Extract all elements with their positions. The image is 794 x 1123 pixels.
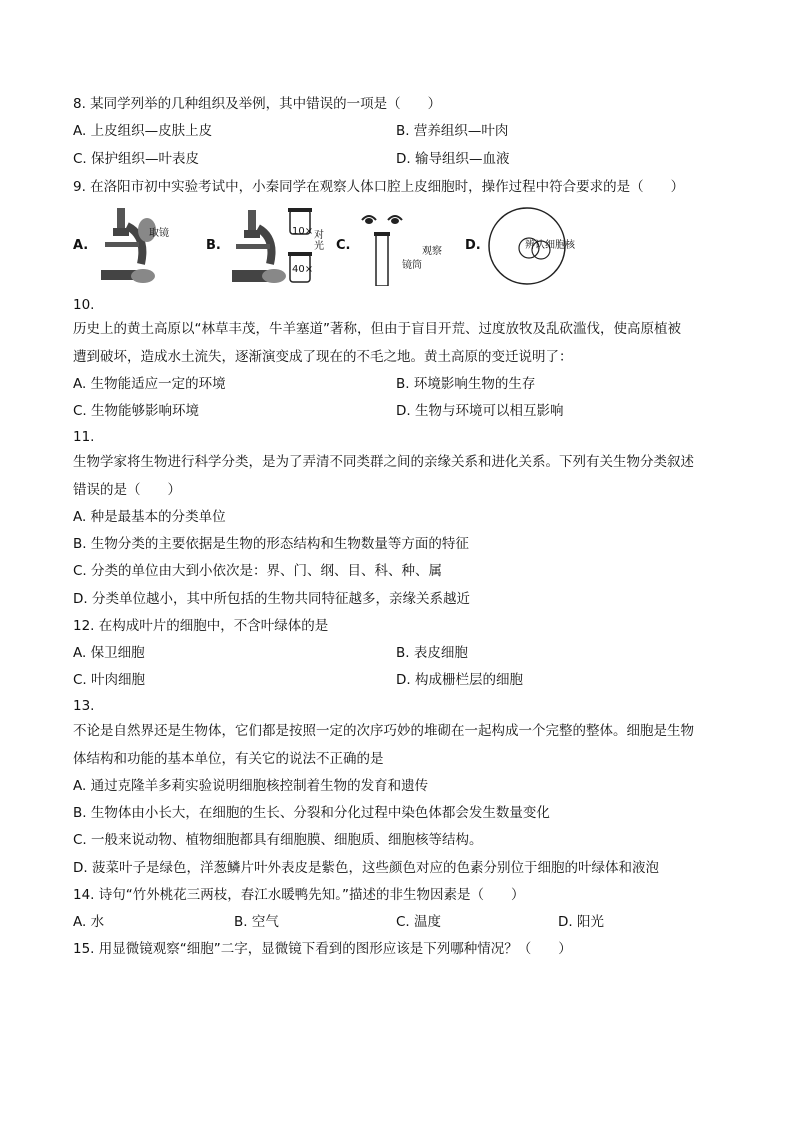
q9-stem: 9. 在洛阳市初中实验考试中，小秦同学在观察人体口腔上皮细胞时，操作过程中符合要求的是（ ） <box>73 179 685 195</box>
q10-text-line-1: 历史上的黄土高原以“林草丰茂，牛羊塞道”著称，但由于盲目开荒、过度放牧及乱砍滥伐，使高原植被 <box>73 321 681 337</box>
q15-stem: 15. 用显微镜观察“细胞”二字，显微镜下看到的图形应该是下列哪种情况？（ ） <box>73 941 572 957</box>
figure-b-label: B. <box>206 238 221 253</box>
figure-a-note: 取镜 <box>149 228 169 239</box>
q14-option-b: B. 空气 <box>234 914 279 930</box>
q10-option-b: B. 环境影响生物的生存 <box>396 376 536 392</box>
microscope-carry-icon <box>91 206 161 286</box>
figure-a-label: A. <box>73 238 89 253</box>
q11-text-line-1: 生物学家将生物进行科学分类，是为了弄清不同类群之间的亲缘关系和进化关系。下列有关生物分类叙述 <box>73 454 694 470</box>
q8-option-c: C. 保护组织—叶表皮 <box>73 151 200 167</box>
q13-option-a: A. 通过克隆羊多莉实验说明细胞核控制着生物的发育和遗传 <box>73 778 429 794</box>
eyes-eyepiece-icon <box>358 210 408 286</box>
q12-option-a: A. 保卫细胞 <box>73 645 145 661</box>
q10-option-d: D. 生物与环境可以相互影响 <box>396 403 564 419</box>
q12-option-b: B. 表皮细胞 <box>396 645 468 661</box>
q8-option-a: A. 上皮组织—皮肤上皮 <box>73 123 213 139</box>
q11-text-line-2: 错误的是（ ） <box>73 482 181 498</box>
q13-number: 13. <box>73 698 95 714</box>
q14-option-d: D. 阳光 <box>558 914 604 930</box>
q13-option-c: C. 一般来说动物、植物细胞都具有细胞膜、细胞质、细胞核等结构。 <box>73 832 483 848</box>
figure-c-label: C. <box>336 238 351 253</box>
figure-d-note: 辨认细胞核 <box>525 240 575 251</box>
q8-option-b: B. 营养组织—叶肉 <box>396 123 509 139</box>
q11-option-b: B. 生物分类的主要依据是生物的形态结构和生物数量等方面的特征 <box>73 536 469 552</box>
q13-text-line-2: 体结构和功能的基本单位，有关它的说法不正确的是 <box>73 751 384 767</box>
objective-low-label: 10× <box>292 226 314 237</box>
q9-figure-c <box>336 206 448 286</box>
q13-option-d: D. 菠菜叶子是绿色，洋葱鳞片叶外表皮是紫色，这些颜色对应的色素分别位于细胞的叶绿体和液泡 <box>73 860 659 876</box>
q10-number: 10. <box>73 297 95 313</box>
q12-option-d: D. 构成栅栏层的细胞 <box>396 672 523 688</box>
figure-c-note-tube: 镜筒 <box>402 260 422 271</box>
q10-text-line-2: 遭到破坏，造成水土流失，逐渐演变成了现在的不毛之地。黄土高原的变迁说明了： <box>73 349 573 365</box>
q13-text-line-1: 不论是自然界还是生物体，它们都是按照一定的次序巧妙的堆砌在一起构成一个完整的整体。细胞是生物 <box>73 723 694 739</box>
figure-c-note-observe: 观察 <box>422 246 442 257</box>
q11-number: 11. <box>73 429 95 445</box>
q14-option-a: A. 水 <box>73 914 105 930</box>
q8-stem: 8. 某同学列举的几种组织及举例，其中错误的一项是（ ） <box>73 96 442 112</box>
figure-b-note: 对光 <box>314 230 324 252</box>
q11-option-a: A. 种是最基本的分类单位 <box>73 509 226 525</box>
q10-option-c: C. 生物能够影响环境 <box>73 403 200 419</box>
q11-option-d: D. 分类单位越小，其中所包括的生物共同特征越多，亲缘关系越近 <box>73 591 470 607</box>
figure-d-label: D. <box>465 238 481 253</box>
q14-option-c: C. 温度 <box>396 914 442 930</box>
microscope-light-icon <box>226 208 288 286</box>
q8-option-d: D. 输导组织—血液 <box>396 151 510 167</box>
q10-option-a: A. 生物能适应一定的环境 <box>73 376 226 392</box>
q12-option-c: C. 叶肉细胞 <box>73 672 146 688</box>
q12-stem: 12. 在构成叶片的细胞中，不含叶绿体的是 <box>73 618 329 634</box>
q11-option-c: C. 分类的单位由大到小依次是：界、门、纲、目、科、种、属 <box>73 563 443 579</box>
q13-option-b: B. 生物体由小长大，在细胞的生长、分裂和分化过程中染色体都会发生数量变化 <box>73 805 550 821</box>
q9-figure-a <box>73 206 183 286</box>
objective-high-label: 40× <box>292 264 314 275</box>
q14-stem: 14. 诗句“竹外桃花三两枝，春江水暖鸭先知。”描述的非生物因素是（ ） <box>73 887 525 903</box>
q9-figure-d <box>465 206 605 286</box>
q9-figure-b <box>206 206 336 286</box>
